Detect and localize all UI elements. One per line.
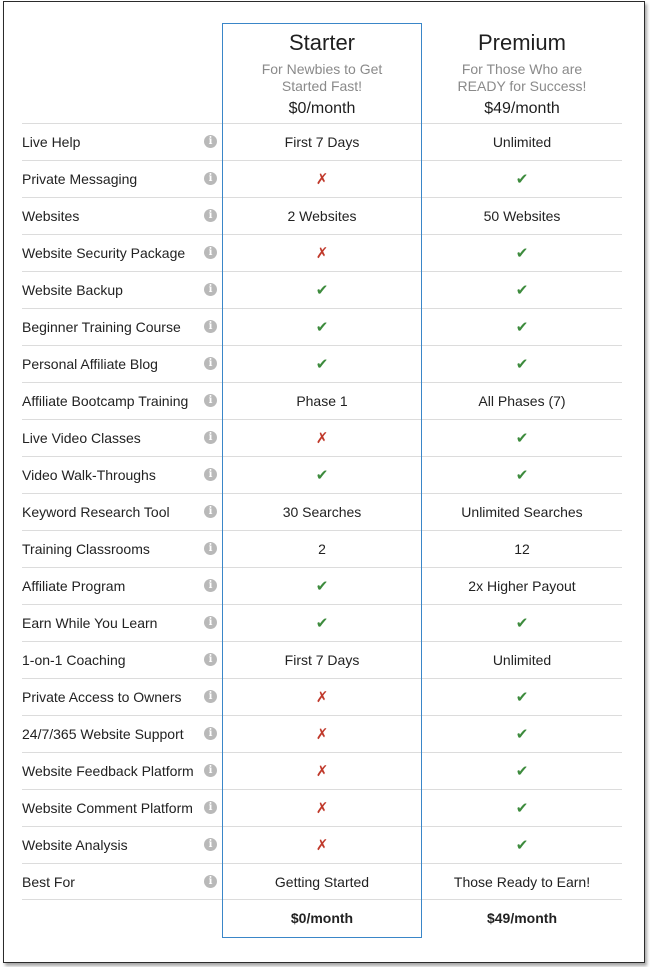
starter-plan-tagline: For Newbies to Get Started Fast! <box>261 61 383 94</box>
premium-value: 50 Websites <box>483 208 561 224</box>
premium-plan-price: $49/month <box>484 100 560 117</box>
feature-label: Beginner Training Course <box>22 319 181 335</box>
feature-label: Website Analysis <box>22 837 128 853</box>
check-icon: ✔ <box>315 467 329 484</box>
table-row <box>22 530 622 567</box>
check-icon: ✔ <box>315 319 329 336</box>
premium-plan-header <box>422 28 622 120</box>
info-icon[interactable]: i <box>204 172 217 185</box>
check-icon: ✔ <box>515 356 529 373</box>
info-icon[interactable]: i <box>204 801 217 814</box>
premium-plan-name: Premium <box>477 30 566 55</box>
info-icon[interactable]: i <box>204 875 217 888</box>
feature-label: Websites <box>22 208 80 224</box>
table-row <box>22 678 622 715</box>
feature-label: Training Classrooms <box>22 541 150 557</box>
feature-rows <box>22 123 622 900</box>
feature-label: Keyword Research Tool <box>22 504 170 520</box>
info-icon[interactable]: i <box>204 764 217 777</box>
check-icon: ✔ <box>515 615 529 632</box>
starter-value: First 7 Days <box>284 652 360 668</box>
cross-icon: ✗ <box>315 171 329 188</box>
feature-label: Affiliate Program <box>22 578 126 594</box>
info-icon[interactable]: i <box>204 209 217 222</box>
table-row <box>22 160 622 197</box>
starter-plan-price: $0/month <box>288 100 356 117</box>
check-icon: ✔ <box>515 726 529 743</box>
check-icon: ✔ <box>515 837 529 854</box>
info-icon[interactable]: i <box>204 505 217 518</box>
feature-label: 1-on-1 Coaching <box>22 652 126 668</box>
feature-label: Private Access to Owners <box>22 689 182 705</box>
info-icon[interactable]: i <box>204 653 217 666</box>
table-row <box>22 123 622 160</box>
info-icon[interactable]: i <box>204 283 217 296</box>
info-icon[interactable]: i <box>204 838 217 851</box>
cross-icon: ✗ <box>315 800 329 817</box>
check-icon: ✔ <box>515 282 529 299</box>
cross-icon: ✗ <box>315 689 329 706</box>
info-icon[interactable]: i <box>204 135 217 148</box>
info-icon[interactable]: i <box>204 727 217 740</box>
feature-label: Private Messaging <box>22 171 138 187</box>
info-icon[interactable]: i <box>204 542 217 555</box>
info-icon[interactable]: i <box>204 616 217 629</box>
cross-icon: ✗ <box>315 763 329 780</box>
starter-value: First 7 Days <box>284 134 360 150</box>
premium-value: Unlimited <box>492 134 552 150</box>
table-row <box>22 715 622 752</box>
table-row <box>22 419 622 456</box>
table-row <box>22 234 622 271</box>
info-icon[interactable]: i <box>204 320 217 333</box>
premium-value: Those Ready to Earn! <box>453 873 591 890</box>
premium-value: All Phases (7) <box>478 393 566 409</box>
check-icon: ✔ <box>515 319 529 336</box>
table-row <box>22 789 622 826</box>
premium-value: 12 <box>514 541 530 557</box>
check-icon: ✔ <box>515 763 529 780</box>
table-row <box>22 567 622 604</box>
feature-label: Personal Affiliate Blog <box>22 356 158 372</box>
check-icon: ✔ <box>315 615 329 632</box>
feature-label: Earn While You Learn <box>22 615 158 631</box>
info-icon[interactable]: i <box>204 357 217 370</box>
table-row <box>22 863 622 900</box>
table-row <box>22 382 622 419</box>
premium-value: Unlimited <box>492 652 552 668</box>
starter-value: 2 Websites <box>287 208 357 224</box>
check-icon: ✔ <box>315 356 329 373</box>
cross-icon: ✗ <box>315 430 329 447</box>
check-icon: ✔ <box>515 467 529 484</box>
table-row <box>22 308 622 345</box>
feature-label: Website Security Package <box>22 245 186 261</box>
starter-plan-header <box>222 28 422 120</box>
table-row <box>22 826 622 863</box>
feature-label: Affiliate Bootcamp Training <box>22 393 189 409</box>
check-icon: ✔ <box>515 171 529 188</box>
table-row <box>22 641 622 678</box>
info-icon[interactable]: i <box>204 394 217 407</box>
cross-icon: ✗ <box>315 726 329 743</box>
check-icon: ✔ <box>315 282 329 299</box>
table-row <box>22 456 622 493</box>
feature-label: Website Comment Platform <box>22 800 193 816</box>
feature-label: Live Help <box>22 134 81 150</box>
starter-value: 30 Searches <box>282 504 362 520</box>
table-row <box>22 604 622 641</box>
premium-value: 2x Higher Payout <box>468 578 576 594</box>
premium-plan-tagline: For Those Who are READY for Success! <box>457 61 587 94</box>
starter-footer-price: $0/month <box>290 910 354 926</box>
check-icon: ✔ <box>515 245 529 262</box>
table-row <box>22 345 622 382</box>
cross-icon: ✗ <box>315 837 329 854</box>
feature-label: Website Feedback Platform <box>22 763 194 779</box>
starter-value: Phase 1 <box>296 393 348 409</box>
check-icon: ✔ <box>515 430 529 447</box>
table-row <box>22 493 622 530</box>
check-icon: ✔ <box>515 800 529 817</box>
table-row <box>22 271 622 308</box>
check-icon: ✔ <box>515 689 529 706</box>
premium-footer-price: $49/month <box>486 910 557 926</box>
premium-value: Unlimited Searches <box>461 504 583 520</box>
feature-label: Website Backup <box>22 282 123 298</box>
starter-value: 2 <box>318 541 326 557</box>
feature-label: Best For <box>22 873 75 890</box>
info-icon[interactable]: i <box>204 690 217 703</box>
info-icon[interactable]: i <box>204 468 217 481</box>
info-icon[interactable]: i <box>204 246 217 259</box>
starter-value: Getting Started <box>274 873 370 890</box>
info-icon[interactable]: i <box>204 431 217 444</box>
feature-label: Video Walk-Throughs <box>22 467 156 483</box>
cross-icon: ✗ <box>315 245 329 262</box>
feature-label: Live Video Classes <box>22 430 141 446</box>
pricing-footer <box>22 900 622 937</box>
check-icon: ✔ <box>315 578 329 595</box>
table-row <box>22 197 622 234</box>
table-row <box>22 752 622 789</box>
starter-plan-name: Starter <box>288 30 356 55</box>
feature-label: 24/7/365 Website Support <box>22 726 184 742</box>
info-icon[interactable]: i <box>204 579 217 592</box>
